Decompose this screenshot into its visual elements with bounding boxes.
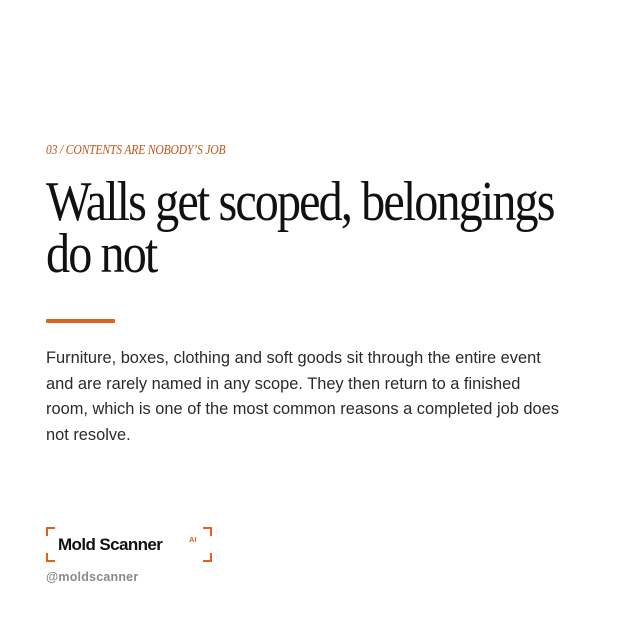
social-handle: @moldscanner [46,570,139,584]
brand-superscript: AI [189,535,197,544]
page-headline: Walls get scoped, belongings do not [46,171,554,285]
brand-logo [46,527,212,562]
section-eyebrow: 03 / CONTENTS ARE NOBODY’S JOB [46,142,226,157]
logo-corner-bracket-bottom-right [203,553,212,562]
logo-corner-bracket-top-right [203,527,212,536]
brand-name: Mold Scanner [58,535,163,554]
body-paragraph: Furniture, boxes, clothing and soft goods sit through the entire event and are rarely named in any scope. They then return to a finished room, which is one of the most common reasons a completed job does not resolve. [46,349,559,444]
logo-corner-bracket-bottom-left [46,553,55,562]
accent-divider [46,319,115,323]
logo-corner-bracket-top-left [46,527,55,536]
